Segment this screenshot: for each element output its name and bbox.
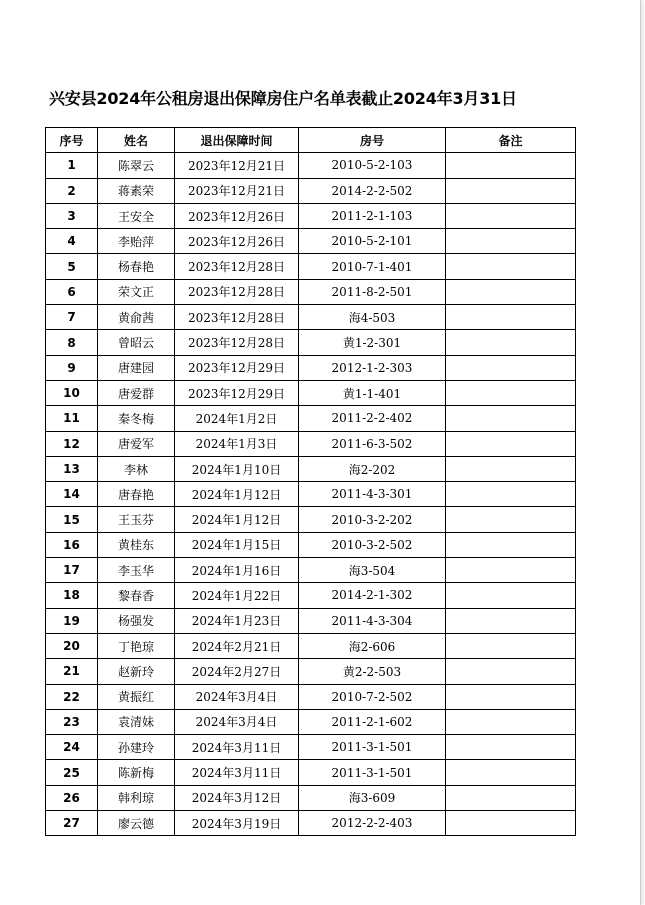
row-remark bbox=[446, 279, 576, 304]
row-exit-date: 2024年1月22日 bbox=[175, 583, 299, 608]
row-exit-date: 2024年1月23日 bbox=[175, 608, 299, 633]
row-room: 海3-504 bbox=[299, 558, 446, 583]
row-room: 2011-4-3-304 bbox=[299, 608, 446, 633]
table-row bbox=[46, 178, 576, 203]
table-row bbox=[46, 735, 576, 760]
row-remark bbox=[446, 153, 576, 178]
header-remark: 备注 bbox=[446, 128, 576, 153]
row-exit-date: 2023年12月26日 bbox=[175, 203, 299, 228]
row-index: 26 bbox=[46, 785, 98, 810]
row-remark bbox=[446, 178, 576, 203]
table-row bbox=[46, 431, 576, 456]
row-name: 袁清妹 bbox=[98, 709, 175, 734]
row-room: 2010-7-1-401 bbox=[299, 254, 446, 279]
header-exit-date: 退出保障时间 bbox=[175, 128, 299, 153]
row-index: 2 bbox=[46, 178, 98, 203]
row-remark bbox=[446, 229, 576, 254]
row-room: 海2-606 bbox=[299, 633, 446, 658]
table-row bbox=[46, 532, 576, 557]
row-remark bbox=[446, 254, 576, 279]
row-room: 2010-5-2-103 bbox=[299, 153, 446, 178]
row-exit-date: 2024年1月2日 bbox=[175, 406, 299, 431]
table-row bbox=[46, 456, 576, 481]
row-exit-date: 2024年1月16日 bbox=[175, 558, 299, 583]
row-remark bbox=[446, 380, 576, 405]
row-exit-date: 2023年12月21日 bbox=[175, 153, 299, 178]
row-exit-date: 2024年1月3日 bbox=[175, 431, 299, 456]
row-name: 黄俞茜 bbox=[98, 305, 175, 330]
row-remark bbox=[446, 355, 576, 380]
row-index: 18 bbox=[46, 583, 98, 608]
row-name: 杨强发 bbox=[98, 608, 175, 633]
row-index: 3 bbox=[46, 203, 98, 228]
row-room: 2011-6-3-502 bbox=[299, 431, 446, 456]
row-room: 2010-5-2-101 bbox=[299, 229, 446, 254]
tenant-exit-table bbox=[45, 127, 576, 836]
row-name: 荣文正 bbox=[98, 279, 175, 304]
row-room: 黄2-2-503 bbox=[299, 659, 446, 684]
row-remark bbox=[446, 633, 576, 658]
row-name: 唐建园 bbox=[98, 355, 175, 380]
table-row bbox=[46, 608, 576, 633]
table-row bbox=[46, 507, 576, 532]
table-row bbox=[46, 482, 576, 507]
row-room: 2011-3-1-501 bbox=[299, 760, 446, 785]
table-row bbox=[46, 254, 576, 279]
row-index: 22 bbox=[46, 684, 98, 709]
table-row bbox=[46, 203, 576, 228]
table-row bbox=[46, 305, 576, 330]
row-room: 2010-3-2-202 bbox=[299, 507, 446, 532]
row-name: 韩利琼 bbox=[98, 785, 175, 810]
row-index: 19 bbox=[46, 608, 98, 633]
row-remark bbox=[446, 456, 576, 481]
row-index: 17 bbox=[46, 558, 98, 583]
row-exit-date: 2024年1月15日 bbox=[175, 532, 299, 557]
row-name: 李贻萍 bbox=[98, 229, 175, 254]
row-index: 4 bbox=[46, 229, 98, 254]
row-remark bbox=[446, 709, 576, 734]
row-name: 王安全 bbox=[98, 203, 175, 228]
row-remark bbox=[446, 431, 576, 456]
header-name: 姓名 bbox=[98, 128, 175, 153]
row-remark bbox=[446, 532, 576, 557]
row-room: 2010-3-2-502 bbox=[299, 532, 446, 557]
table-header bbox=[46, 128, 576, 153]
row-name: 陈新梅 bbox=[98, 760, 175, 785]
table-row bbox=[46, 406, 576, 431]
row-room: 海4-503 bbox=[299, 305, 446, 330]
row-name: 孙建玲 bbox=[98, 735, 175, 760]
table-row bbox=[46, 279, 576, 304]
row-exit-date: 2024年3月11日 bbox=[175, 735, 299, 760]
row-index: 11 bbox=[46, 406, 98, 431]
row-remark bbox=[446, 583, 576, 608]
row-exit-date: 2023年12月28日 bbox=[175, 279, 299, 304]
row-name: 丁艳琼 bbox=[98, 633, 175, 658]
header-room: 房号 bbox=[299, 128, 446, 153]
row-name: 王玉芬 bbox=[98, 507, 175, 532]
row-room: 黄1-2-301 bbox=[299, 330, 446, 355]
row-remark bbox=[446, 659, 576, 684]
row-remark bbox=[446, 684, 576, 709]
row-room: 2011-2-2-402 bbox=[299, 406, 446, 431]
table-row bbox=[46, 633, 576, 658]
row-index: 16 bbox=[46, 532, 98, 557]
row-name: 唐爱军 bbox=[98, 431, 175, 456]
row-room: 黄1-1-401 bbox=[299, 380, 446, 405]
table-row bbox=[46, 811, 576, 836]
row-exit-date: 2024年1月10日 bbox=[175, 456, 299, 481]
table-row bbox=[46, 760, 576, 785]
row-name: 李林 bbox=[98, 456, 175, 481]
row-name: 曾昭云 bbox=[98, 330, 175, 355]
row-index: 14 bbox=[46, 482, 98, 507]
row-room: 2014-2-1-302 bbox=[299, 583, 446, 608]
row-name: 唐爱群 bbox=[98, 380, 175, 405]
row-index: 24 bbox=[46, 735, 98, 760]
row-exit-date: 2023年12月21日 bbox=[175, 178, 299, 203]
row-name: 蒋素荣 bbox=[98, 178, 175, 203]
row-remark bbox=[446, 608, 576, 633]
row-exit-date: 2024年3月19日 bbox=[175, 811, 299, 836]
row-index: 21 bbox=[46, 659, 98, 684]
row-index: 10 bbox=[46, 380, 98, 405]
row-index: 5 bbox=[46, 254, 98, 279]
row-name: 陈翠云 bbox=[98, 153, 175, 178]
row-index: 6 bbox=[46, 279, 98, 304]
row-room: 2011-2-1-103 bbox=[299, 203, 446, 228]
row-exit-date: 2023年12月29日 bbox=[175, 355, 299, 380]
row-room: 2011-8-2-501 bbox=[299, 279, 446, 304]
table-row bbox=[46, 229, 576, 254]
row-name: 黎春香 bbox=[98, 583, 175, 608]
row-remark bbox=[446, 203, 576, 228]
row-name: 杨春艳 bbox=[98, 254, 175, 279]
table-row bbox=[46, 709, 576, 734]
row-index: 13 bbox=[46, 456, 98, 481]
document-title: 兴安县2024年公租房退出保障房住户名单表截止2024年3月31日 bbox=[49, 89, 517, 108]
header-row bbox=[46, 128, 576, 153]
table-row bbox=[46, 659, 576, 684]
row-name: 唐春艳 bbox=[98, 482, 175, 507]
row-name: 李玉华 bbox=[98, 558, 175, 583]
row-index: 23 bbox=[46, 709, 98, 734]
row-room: 2011-4-3-301 bbox=[299, 482, 446, 507]
table-row bbox=[46, 785, 576, 810]
row-index: 25 bbox=[46, 760, 98, 785]
row-exit-date: 2023年12月28日 bbox=[175, 305, 299, 330]
row-room: 2012-2-2-403 bbox=[299, 811, 446, 836]
row-room: 2012-1-2-303 bbox=[299, 355, 446, 380]
row-room: 2011-3-1-501 bbox=[299, 735, 446, 760]
row-name: 廖云德 bbox=[98, 811, 175, 836]
row-index: 8 bbox=[46, 330, 98, 355]
row-exit-date: 2023年12月26日 bbox=[175, 229, 299, 254]
row-room: 海3-609 bbox=[299, 785, 446, 810]
table-row bbox=[46, 684, 576, 709]
row-remark bbox=[446, 760, 576, 785]
row-exit-date: 2024年2月21日 bbox=[175, 633, 299, 658]
row-room: 2014-2-2-502 bbox=[299, 178, 446, 203]
row-exit-date: 2024年2月27日 bbox=[175, 659, 299, 684]
row-name: 黄桂东 bbox=[98, 532, 175, 557]
table-row bbox=[46, 153, 576, 178]
header-index: 序号 bbox=[46, 128, 98, 153]
row-room: 海2-202 bbox=[299, 456, 446, 481]
table-row bbox=[46, 583, 576, 608]
row-remark bbox=[446, 406, 576, 431]
row-index: 9 bbox=[46, 355, 98, 380]
row-index: 7 bbox=[46, 305, 98, 330]
row-index: 1 bbox=[46, 153, 98, 178]
row-index: 27 bbox=[46, 811, 98, 836]
row-index: 12 bbox=[46, 431, 98, 456]
row-remark bbox=[446, 735, 576, 760]
row-room: 2011-2-1-602 bbox=[299, 709, 446, 734]
row-name: 黄振红 bbox=[98, 684, 175, 709]
row-exit-date: 2024年3月4日 bbox=[175, 684, 299, 709]
row-remark bbox=[446, 330, 576, 355]
row-exit-date: 2024年1月12日 bbox=[175, 507, 299, 532]
row-remark bbox=[446, 558, 576, 583]
row-name: 赵新玲 bbox=[98, 659, 175, 684]
row-exit-date: 2023年12月29日 bbox=[175, 380, 299, 405]
row-remark bbox=[446, 785, 576, 810]
row-exit-date: 2024年3月11日 bbox=[175, 760, 299, 785]
row-exit-date: 2024年3月4日 bbox=[175, 709, 299, 734]
table-row bbox=[46, 380, 576, 405]
row-index: 20 bbox=[46, 633, 98, 658]
row-name: 秦冬梅 bbox=[98, 406, 175, 431]
table-row bbox=[46, 355, 576, 380]
table-row bbox=[46, 558, 576, 583]
row-room: 2010-7-2-502 bbox=[299, 684, 446, 709]
row-remark bbox=[446, 507, 576, 532]
row-remark bbox=[446, 482, 576, 507]
row-index: 15 bbox=[46, 507, 98, 532]
row-remark bbox=[446, 811, 576, 836]
table-body bbox=[46, 153, 576, 836]
row-remark bbox=[446, 305, 576, 330]
row-exit-date: 2023年12月28日 bbox=[175, 254, 299, 279]
table-row bbox=[46, 330, 576, 355]
row-exit-date: 2024年3月12日 bbox=[175, 785, 299, 810]
row-exit-date: 2023年12月28日 bbox=[175, 330, 299, 355]
row-exit-date: 2024年1月12日 bbox=[175, 482, 299, 507]
